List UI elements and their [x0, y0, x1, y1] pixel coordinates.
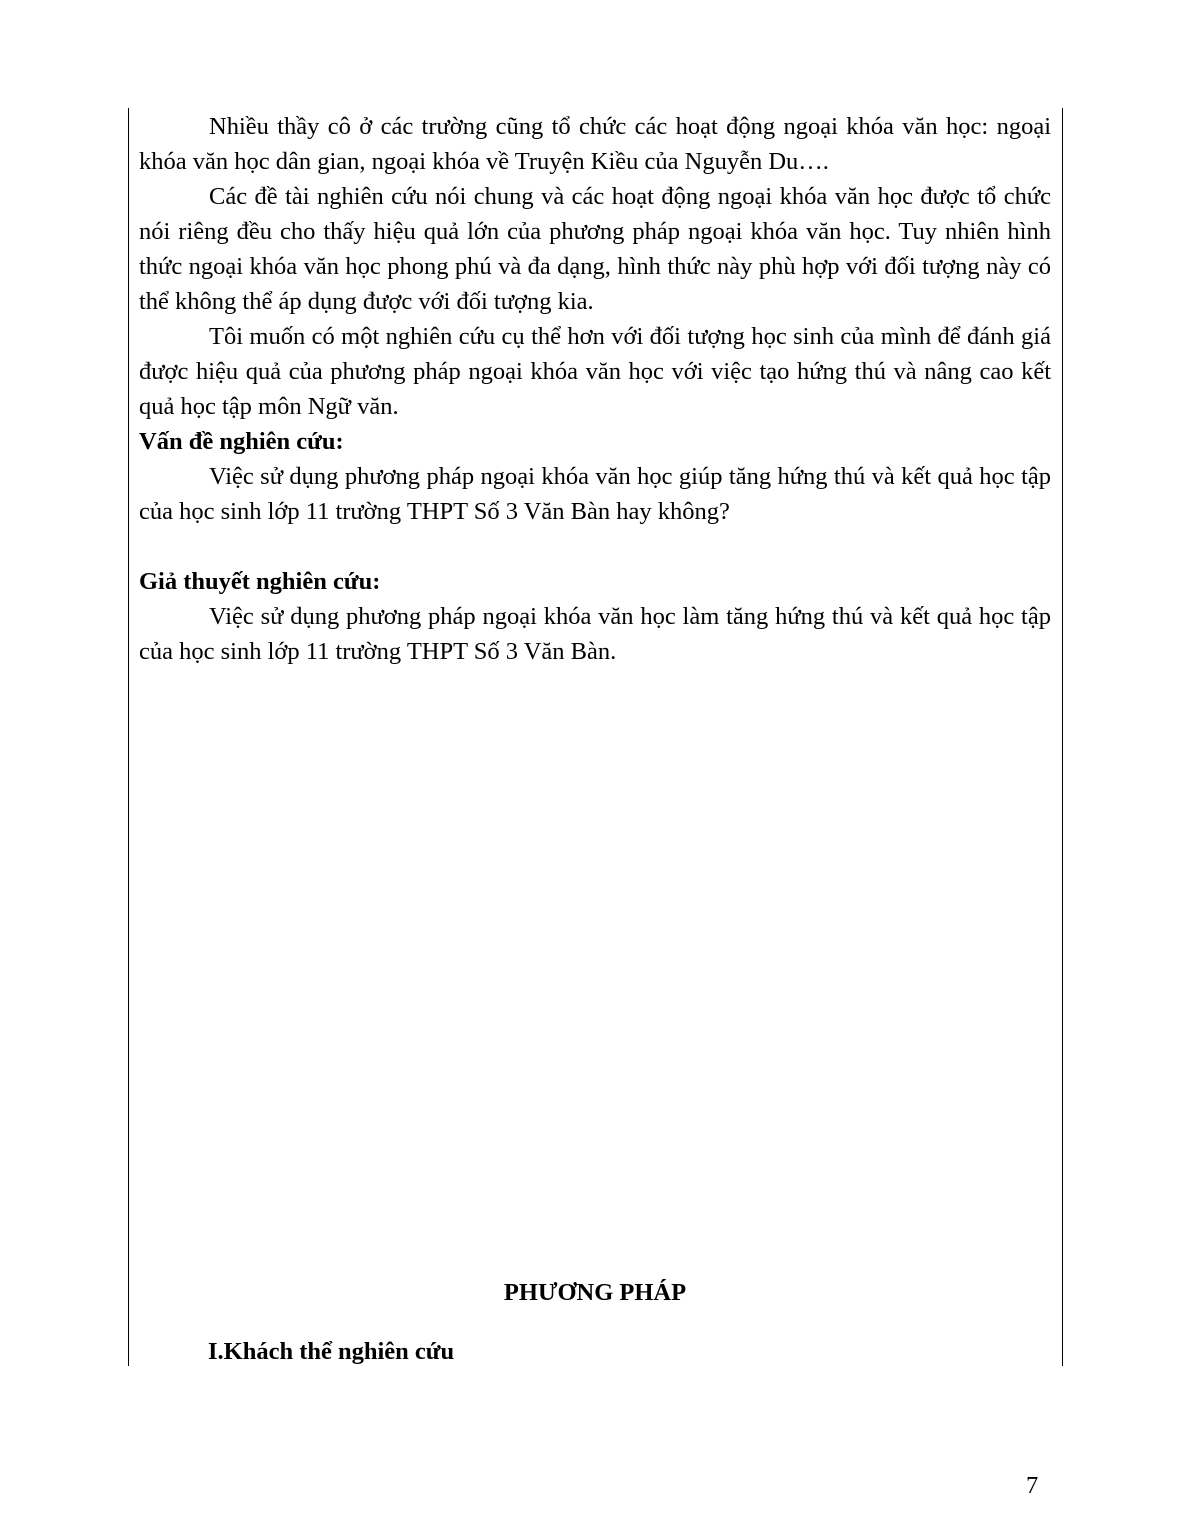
hypothesis-text: Việc sử dụng phương pháp ngoại khóa văn học làm tăng hứng thú và kết quả học tập của học sinh lớp 11 trường THPT Số 3 Văn Bàn. — [139, 603, 1051, 665]
section-subheading: I.Khách thể nghiên cứu — [208, 1338, 455, 1365]
page-number: 7 — [1026, 1472, 1039, 1499]
research-problem-heading: Vấn đề nghiên cứu: — [139, 428, 344, 455]
page-border-left — [128, 108, 129, 1366]
hypothesis-heading: Giả thuyết nghiên cứu: — [139, 568, 381, 595]
spacer — [139, 529, 1051, 564]
paragraph: Các đề tài nghiên cứu nói chung và các hoạt động ngoại khóa văn học được tổ chức nói riêng đều cho thấy hiệu quả lớn của phương pháp ngoại khóa văn học. Tuy nhiên hình thức ngoại khóa văn học phong phú và đa dạng, hình thức này phù hợp với đối tượng này có thể không thể áp dụng được với đối tượng kia. — [139, 183, 1051, 315]
section-title: PHƯƠNG PHÁP — [503, 1279, 687, 1306]
research-problem-text: Việc sử dụng phương pháp ngoại khóa văn học giúp tăng hứng thú và kết quả học tập của học sinh lớp 11 trường THPT Số 3 Văn Bàn hay không? — [139, 463, 1051, 525]
document-body — [139, 109, 1051, 669]
page-border-right — [1062, 108, 1063, 1366]
paragraph: Nhiều thầy cô ở các trường cũng tổ chức các hoạt động ngoại khóa văn học: ngoại khóa văn học dân gian, ngoại khóa về Truyện Kiều của Nguyễn Du…. — [139, 113, 1051, 175]
paragraph: Tôi muốn có một nghiên cứu cụ thể hơn với đối tượng học sinh của mình để đánh giá được hiệu quả của phương pháp ngoại khóa văn học với việc tạo hứng thú và nâng cao kết quả học tập môn Ngữ văn. — [139, 323, 1051, 420]
